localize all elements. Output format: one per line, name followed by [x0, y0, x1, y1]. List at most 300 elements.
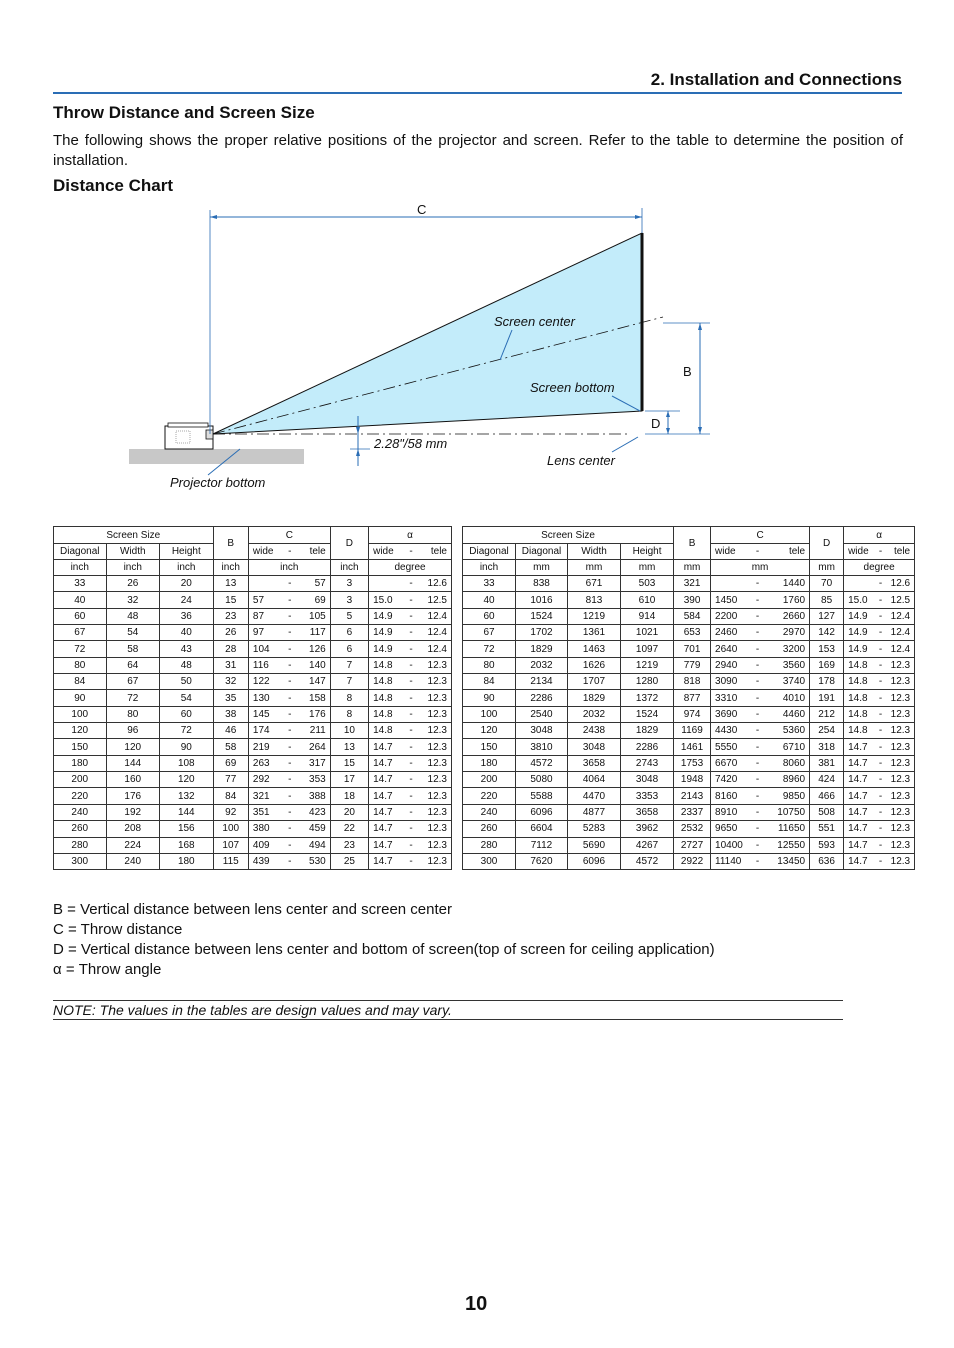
cell-d: 7	[330, 657, 368, 673]
label-d: D	[651, 416, 661, 431]
cell-ct: 6710	[767, 739, 810, 755]
cell-w: 5283	[568, 821, 621, 837]
cell-d: 7	[330, 674, 368, 690]
cell-aw: 14.7	[844, 853, 872, 869]
cell-b: 107	[213, 837, 248, 853]
cell-w: 4470	[568, 788, 621, 804]
cell-h: 20	[160, 576, 214, 592]
table-row	[54, 788, 452, 804]
cell-as: -	[872, 804, 890, 820]
table-row	[463, 853, 915, 869]
cell-as: -	[399, 625, 423, 641]
cell-mm: 3048	[516, 723, 568, 739]
cell-ct: 9850	[767, 788, 810, 804]
cell-d: 8	[330, 690, 368, 706]
cell-at: 12.6	[890, 576, 915, 592]
cell-aw: 14.8	[844, 674, 872, 690]
cell-d: 318	[810, 739, 844, 755]
table-row	[463, 821, 915, 837]
cell-cs: -	[277, 576, 303, 592]
cell-b: 701	[674, 641, 711, 657]
cell-w: 208	[106, 821, 160, 837]
sub-c-wide: wide	[711, 544, 749, 560]
cell-at: 12.3	[423, 674, 451, 690]
table-row	[54, 739, 452, 755]
cell-d: 3	[330, 576, 368, 592]
cell-w: 1707	[568, 674, 621, 690]
cell-ct: 117	[303, 625, 330, 641]
projection-beam	[213, 233, 642, 434]
cell-ct: 57	[303, 576, 330, 592]
cell-at: 12.5	[890, 592, 915, 608]
table-row	[54, 674, 452, 690]
cell-b: 2143	[674, 788, 711, 804]
table-row	[463, 723, 915, 739]
table-row	[463, 592, 915, 608]
cell-ct: 530	[303, 853, 330, 869]
cell-cs: -	[749, 723, 767, 739]
cell-h: 48	[160, 657, 214, 673]
cell-h: 4267	[621, 837, 674, 853]
col-screen-size: Screen Size	[54, 527, 214, 544]
table-row	[54, 608, 452, 624]
col-d: D	[810, 527, 844, 560]
cell-h: 3353	[621, 788, 674, 804]
cell-diag: 84	[54, 674, 107, 690]
cell-cs: -	[277, 608, 303, 624]
cell-h: 43	[160, 641, 214, 657]
cell-d: 593	[810, 837, 844, 853]
table-row	[463, 706, 915, 722]
cell-b: 321	[674, 576, 711, 592]
cell-diag: 80	[54, 657, 107, 673]
cell-at: 12.3	[890, 674, 915, 690]
cell-cw: 8160	[711, 788, 749, 804]
cell-mm: 1702	[516, 625, 568, 641]
cell-cw: 321	[248, 788, 276, 804]
table-row	[54, 723, 452, 739]
cell-b: 38	[213, 706, 248, 722]
cell-d: 191	[810, 690, 844, 706]
cell-d: 5	[330, 608, 368, 624]
cell-as: -	[399, 674, 423, 690]
cell-ct: 353	[303, 772, 330, 788]
table-row	[54, 657, 452, 673]
cell-at: 12.3	[423, 772, 451, 788]
cell-aw: 14.8	[369, 657, 399, 673]
table-row	[54, 576, 452, 592]
cell-cs: -	[277, 674, 303, 690]
cell-cs: -	[749, 674, 767, 690]
sub-diagonal-mm: Diagonal	[516, 544, 568, 560]
cell-at: 12.4	[890, 608, 915, 624]
cell-aw: 15.0	[844, 592, 872, 608]
unit-b: inch	[213, 560, 248, 576]
cell-cw: 2200	[711, 608, 749, 624]
cell-cw: 104	[248, 641, 276, 657]
cell-b: 1461	[674, 739, 711, 755]
table-row	[463, 657, 915, 673]
cell-ct: 126	[303, 641, 330, 657]
cell-h: 50	[160, 674, 214, 690]
cell-b: 77	[213, 772, 248, 788]
cell-as: -	[872, 674, 890, 690]
cell-aw: 14.7	[369, 821, 399, 837]
cell-ct: 423	[303, 804, 330, 820]
cell-as: -	[399, 592, 423, 608]
cell-at: 12.3	[423, 657, 451, 673]
cell-d: 466	[810, 788, 844, 804]
cell-aw: 14.8	[369, 690, 399, 706]
cell-at: 12.5	[423, 592, 451, 608]
section-header	[53, 70, 902, 94]
cell-cw: 351	[248, 804, 276, 820]
cell-cw: 11140	[711, 853, 749, 869]
cell-as: -	[399, 821, 423, 837]
cell-aw: 14.7	[369, 739, 399, 755]
sub-a-wide: wide	[369, 544, 399, 560]
cell-cw: 10400	[711, 837, 749, 853]
table-row	[463, 837, 915, 853]
label-screen-bottom: Screen bottom	[530, 380, 615, 395]
cell-as: -	[872, 723, 890, 739]
cell-cs: -	[749, 641, 767, 657]
cell-d: 153	[810, 641, 844, 657]
cell-diag: 300	[463, 853, 516, 869]
cell-at: 12.3	[890, 788, 915, 804]
cell-ct: 140	[303, 657, 330, 673]
cell-diag: 120	[463, 723, 516, 739]
cell-cw: 87	[248, 608, 276, 624]
cell-aw: 14.8	[369, 723, 399, 739]
sub-c-tele: tele	[767, 544, 810, 560]
cell-mm: 3810	[516, 739, 568, 755]
cell-diag: 150	[54, 739, 107, 755]
cell-as: -	[399, 755, 423, 771]
cell-h: 36	[160, 608, 214, 624]
cell-w: 80	[106, 706, 160, 722]
cell-h: 1280	[621, 674, 674, 690]
page-number: 10	[465, 1293, 488, 1315]
cell-at: 12.3	[890, 853, 915, 869]
cell-cw: 5550	[711, 739, 749, 755]
cell-diag: 200	[463, 772, 516, 788]
cell-as: -	[399, 608, 423, 624]
intro-paragraph: The following shows the proper relative positions of the projector and screen. Refer to the table to determine the position of installation.	[53, 132, 903, 169]
cell-as: -	[872, 641, 890, 657]
cell-at: 12.3	[423, 706, 451, 722]
cell-d: 18	[330, 788, 368, 804]
cell-h: 2743	[621, 755, 674, 771]
cell-cw: 174	[248, 723, 276, 739]
cell-h: 503	[621, 576, 674, 592]
cell-cs: -	[749, 592, 767, 608]
cell-d: 178	[810, 674, 844, 690]
cell-cw: 6670	[711, 755, 749, 771]
cell-mm: 4572	[516, 755, 568, 771]
cell-cw: 292	[248, 772, 276, 788]
table-row	[54, 772, 452, 788]
cell-ct: 105	[303, 608, 330, 624]
cell-cw: 4430	[711, 723, 749, 739]
cell-ct: 8060	[767, 755, 810, 771]
sub-diagonal: Diagonal	[54, 544, 107, 560]
cell-b: 2727	[674, 837, 711, 853]
cell-b: 46	[213, 723, 248, 739]
cell-cs: -	[277, 657, 303, 673]
cell-diag: 220	[463, 788, 516, 804]
sub-height: Height	[621, 544, 674, 560]
cell-cw: 3090	[711, 674, 749, 690]
cell-w: 671	[568, 576, 621, 592]
cell-aw: 14.7	[369, 853, 399, 869]
cell-cs: -	[749, 608, 767, 624]
cell-as: -	[399, 837, 423, 853]
cell-d: 20	[330, 804, 368, 820]
table-row	[463, 755, 915, 771]
cell-aw: 14.9	[844, 641, 872, 657]
cell-diag: 120	[54, 723, 107, 739]
sub-a-tele: tele	[890, 544, 915, 560]
cell-mm: 2134	[516, 674, 568, 690]
table-body-mm	[463, 576, 915, 870]
table-row	[463, 641, 915, 657]
offset-label: 2.28"/58 mm	[374, 436, 448, 451]
cell-diag: 240	[54, 804, 107, 820]
cell-cs: -	[749, 657, 767, 673]
cell-b: 35	[213, 690, 248, 706]
cell-cs: -	[277, 739, 303, 755]
cell-cs: -	[277, 804, 303, 820]
cell-ct: 5360	[767, 723, 810, 739]
unit-c: mm	[711, 560, 810, 576]
cell-b: 92	[213, 804, 248, 820]
table-row	[54, 592, 452, 608]
sub-diagonal-inch: Diagonal	[463, 544, 516, 560]
cell-at: 12.3	[890, 804, 915, 820]
cell-diag: 33	[463, 576, 516, 592]
cell-at: 12.3	[423, 755, 451, 771]
cell-cs: -	[749, 788, 767, 804]
cell-cw: 409	[248, 837, 276, 853]
throw-table-mm	[462, 526, 915, 870]
cell-mm: 6096	[516, 804, 568, 820]
cell-w: 4064	[568, 772, 621, 788]
cell-at: 12.3	[890, 755, 915, 771]
cell-aw: 14.8	[369, 706, 399, 722]
cell-d: 23	[330, 837, 368, 853]
floor-surface	[129, 449, 304, 464]
table-row	[463, 674, 915, 690]
table-row	[54, 853, 452, 869]
cell-cs: -	[749, 739, 767, 755]
cell-cw: 3310	[711, 690, 749, 706]
cell-w: 160	[106, 772, 160, 788]
cell-as: -	[872, 853, 890, 869]
cell-at: 12.3	[890, 723, 915, 739]
sub-c-tele: tele	[303, 544, 330, 560]
cell-b: 779	[674, 657, 711, 673]
cell-diag: 280	[54, 837, 107, 853]
table-row	[54, 706, 452, 722]
cell-aw: 14.9	[844, 608, 872, 624]
cell-h: 168	[160, 837, 214, 853]
unit-alpha: degree	[369, 560, 452, 576]
definition-alpha: α = Throw angle	[53, 961, 162, 978]
cell-diag: 100	[463, 706, 516, 722]
cell-d: 424	[810, 772, 844, 788]
cell-cs: -	[749, 690, 767, 706]
cell-at: 12.4	[890, 641, 915, 657]
cell-aw: 14.7	[844, 821, 872, 837]
cell-aw: 14.9	[369, 641, 399, 657]
cell-b: 1948	[674, 772, 711, 788]
sub-a-tele: tele	[423, 544, 451, 560]
cell-as: -	[399, 772, 423, 788]
cell-aw: 14.9	[369, 625, 399, 641]
table-row	[54, 837, 452, 853]
cell-as: -	[872, 837, 890, 853]
cell-b: 28	[213, 641, 248, 657]
cell-at: 12.3	[890, 739, 915, 755]
cell-ct: 3740	[767, 674, 810, 690]
unit-d: inch	[330, 560, 368, 576]
cell-cw: 145	[248, 706, 276, 722]
cell-ct: 8960	[767, 772, 810, 788]
cell-h: 1829	[621, 723, 674, 739]
cell-cw: 8910	[711, 804, 749, 820]
cell-d: 212	[810, 706, 844, 722]
cell-mm: 1016	[516, 592, 568, 608]
cell-w: 72	[106, 690, 160, 706]
sub-a-dash: -	[872, 544, 890, 560]
sub-c-dash: -	[277, 544, 303, 560]
cell-h: 1021	[621, 625, 674, 641]
cell-h: 1372	[621, 690, 674, 706]
cell-mm: 2540	[516, 706, 568, 722]
cell-h: 144	[160, 804, 214, 820]
definitions	[53, 900, 715, 980]
cell-ct: 176	[303, 706, 330, 722]
cell-aw: 14.7	[369, 772, 399, 788]
distance-chart-heading: Distance Chart	[53, 176, 173, 195]
cell-diag: 40	[54, 592, 107, 608]
cell-at: 12.4	[423, 608, 451, 624]
cell-aw: 14.7	[844, 755, 872, 771]
cell-cs: -	[277, 837, 303, 853]
cell-mm: 838	[516, 576, 568, 592]
cell-w: 1219	[568, 608, 621, 624]
cell-diag: 240	[463, 804, 516, 820]
cell-cs: -	[749, 755, 767, 771]
cell-cw: 380	[248, 821, 276, 837]
cell-diag: 180	[54, 755, 107, 771]
unit-width: mm	[568, 560, 621, 576]
table-row	[463, 576, 915, 592]
cell-diag: 280	[463, 837, 516, 853]
cell-at: 12.3	[890, 821, 915, 837]
cell-b: 69	[213, 755, 248, 771]
cell-diag: 80	[463, 657, 516, 673]
col-c: C	[248, 527, 330, 544]
cell-at: 12.3	[423, 837, 451, 853]
cell-at: 12.4	[423, 625, 451, 641]
cell-cs: -	[277, 788, 303, 804]
cell-cw: 2640	[711, 641, 749, 657]
cell-ct: 3560	[767, 657, 810, 673]
unit-c: inch	[248, 560, 330, 576]
cell-as: -	[872, 625, 890, 641]
cell-d: 25	[330, 853, 368, 869]
cell-w: 224	[106, 837, 160, 853]
cell-w: 1626	[568, 657, 621, 673]
sub-a-dash: -	[399, 544, 423, 560]
cell-cs: -	[277, 625, 303, 641]
cell-ct: 211	[303, 723, 330, 739]
cell-at: 12.3	[890, 837, 915, 853]
cell-diag: 260	[463, 821, 516, 837]
cell-b: 31	[213, 657, 248, 673]
cell-as: -	[399, 788, 423, 804]
cell-b: 32	[213, 674, 248, 690]
cell-b: 2922	[674, 853, 711, 869]
cell-aw: 14.8	[369, 674, 399, 690]
cell-diag: 72	[54, 641, 107, 657]
cell-cs: -	[749, 772, 767, 788]
cell-mm: 1524	[516, 608, 568, 624]
cell-ct: 147	[303, 674, 330, 690]
cell-cs: -	[277, 853, 303, 869]
cell-b: 26	[213, 625, 248, 641]
cell-w: 54	[106, 625, 160, 641]
table-row	[463, 772, 915, 788]
cell-as: -	[399, 723, 423, 739]
unit-height: mm	[621, 560, 674, 576]
table-row	[54, 690, 452, 706]
cell-ct: 4010	[767, 690, 810, 706]
unit-width: inch	[106, 560, 160, 576]
cell-diag: 67	[54, 625, 107, 641]
cell-as: -	[872, 576, 890, 592]
cell-w: 67	[106, 674, 160, 690]
cell-at: 12.3	[423, 821, 451, 837]
cell-cs: -	[749, 821, 767, 837]
label-screen-center: Screen center	[494, 314, 575, 329]
cell-h: 132	[160, 788, 214, 804]
cell-ct: 2970	[767, 625, 810, 641]
cell-as: -	[399, 739, 423, 755]
label-lens-center: Lens center	[547, 453, 615, 468]
cell-as: -	[399, 657, 423, 673]
cell-aw: 14.7	[844, 788, 872, 804]
cell-cw	[711, 576, 749, 592]
cell-b: 877	[674, 690, 711, 706]
label-c: C	[417, 202, 427, 217]
cell-mm: 7112	[516, 837, 568, 853]
cell-as: -	[399, 690, 423, 706]
cell-aw: 14.8	[844, 706, 872, 722]
cell-w: 4877	[568, 804, 621, 820]
col-alpha: α	[369, 527, 452, 544]
cell-w: 120	[106, 739, 160, 755]
cell-ct: 4460	[767, 706, 810, 722]
cell-h: 90	[160, 739, 214, 755]
cell-w: 26	[106, 576, 160, 592]
cell-at: 12.3	[423, 739, 451, 755]
cell-cw: 2940	[711, 657, 749, 673]
table-row	[463, 608, 915, 624]
cell-aw: 14.8	[844, 723, 872, 739]
